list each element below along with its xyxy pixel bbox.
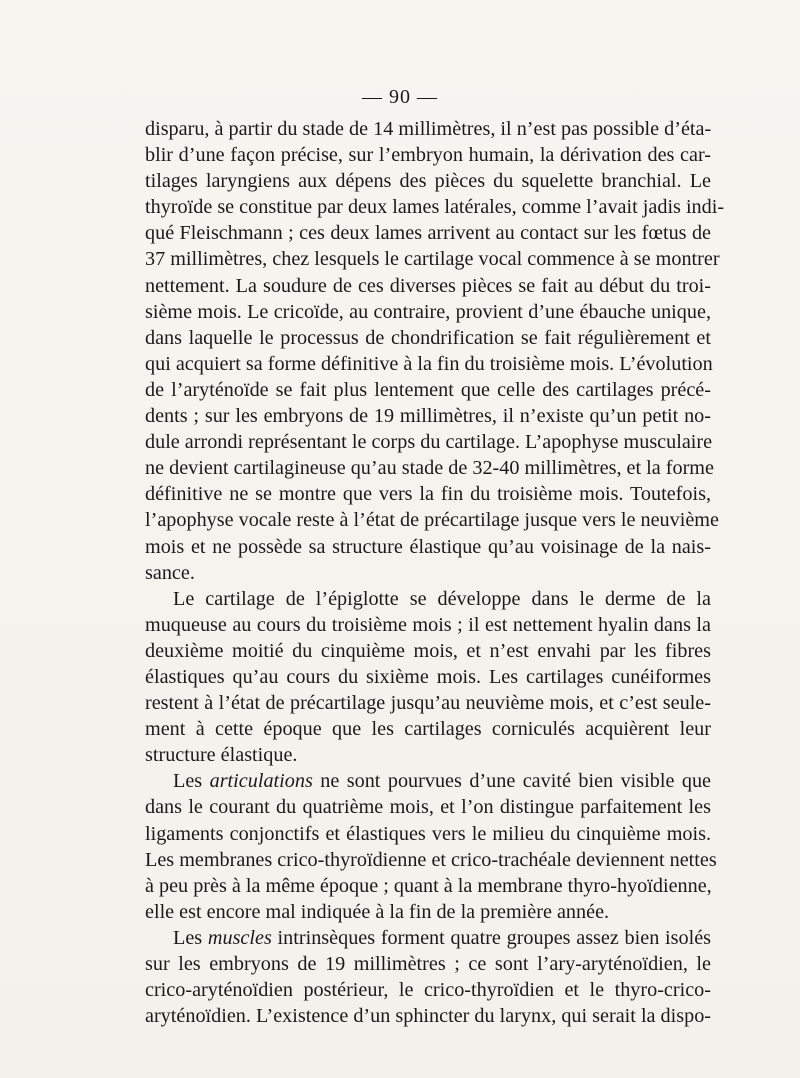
text-line: de l’aryténoïde se fait plus lentement que celle des cartilages précé-: [145, 378, 711, 401]
text-line: ligaments conjonctifs et élastiques vers le milieu du cinquième mois.: [145, 822, 711, 845]
body-text: [145, 116, 725, 1029]
paragraph-4: [145, 925, 711, 1029]
text-line: Les membranes crico-thyroïdienne et crico-trachéale deviennent nettes: [145, 848, 717, 871]
text-line: à peu près à la même époque ; quant à la membrane thyro-hyoïdienne,: [145, 874, 712, 897]
text-line: tilages laryngiens aux dépens des pièces du squelette branchial. Le: [145, 170, 711, 193]
paragraph-3: [145, 768, 717, 925]
text-line: mois et ne possède sa structure élastique qu’au voisinage de la nais-: [145, 535, 711, 558]
text-line: élastiques qu’au cours du sixième mois. Les cartilages cunéiformes: [145, 665, 711, 688]
italic-term: muscles: [207, 926, 272, 949]
text-line: sur les embryons de 19 millimètres ; ce sont l’ary-aryténoïdien, le: [145, 953, 711, 975]
text-line: dans laquelle le processus de chondrification se fait régulièrement et: [145, 326, 711, 349]
text-line: thyroïde se constitue par deux lames latérales, comme l’avait jadis indi-: [145, 196, 725, 219]
text-line: sième mois. Le cricoïde, au contraire, provient d’une ébauche unique,: [145, 300, 711, 323]
page-number: — 90 —: [362, 86, 438, 108]
text-line: qué Fleischmann ; ces deux lames arrivent au contact sur les fœtus de: [145, 222, 711, 245]
text-line: 37 millimètres, chez lesquels le cartilage vocal commence à se montrer: [145, 248, 720, 271]
text-line: définitive ne se montre que vers la fin du troisième mois. Toutefois,: [145, 483, 711, 506]
text-line: qui acquiert sa forme définitive à la fin du troisième mois. L’évolution: [145, 352, 713, 375]
paragraph-1: [145, 116, 725, 586]
text-line: dule arrondi représentant le corps du cartilage. L’apophyse musculaire: [145, 431, 713, 454]
text-line: ment à cette époque que les cartilages corniculés acquièrent leur: [145, 718, 711, 741]
text-run: intrinsèques forment quatre groupes assez bien isolés: [277, 926, 712, 949]
text-line: Le cartilage de l’épiglotte se développe dans le derme de la: [173, 587, 711, 610]
text-line: sance.: [145, 561, 195, 584]
text-run: Les: [173, 926, 203, 949]
text-run: ne sont pourvues d’une cavité bien visible que: [320, 770, 712, 793]
text-line: disparu, à partir du stade de 14 millimètres, il n’est pas possible d’éta-: [145, 118, 712, 140]
text-line: l’apophyse vocale reste à l’état de précartilage jusque vers le neuvième: [145, 509, 719, 532]
text-line: [145, 768, 711, 794]
text-line: dans le courant du quatrième mois, et l’on distingue parfaitement les: [145, 796, 711, 819]
text-line: restent à l’état de précartilage jusqu’au neuvième mois, et c’est seule-: [145, 692, 711, 715]
text-line: elle est encore mal indiquée à la fin de la première année.: [145, 900, 610, 923]
text-line: muqueuse au cours du troisième mois ; il est nettement hyalin dans la: [145, 613, 711, 636]
text-line: ne devient cartilagineuse qu’au stade de 32-40 millimètres, et la forme: [145, 457, 714, 480]
text-line: crico-aryténoïdien postérieur, le crico-thyroïdien et le thyro-crico-: [145, 979, 711, 1002]
text-run: Les: [173, 770, 203, 793]
text-line: blir d’une façon précise, sur l’embryon humain, la dérivation des car-: [145, 144, 711, 167]
text-line: [145, 925, 711, 951]
paragraph-2: [145, 586, 711, 769]
italic-term: articulations: [209, 770, 313, 793]
text-line: dents ; sur les embryons de 19 millimètres, il n’existe qu’un petit no-: [145, 405, 711, 428]
text-line: structure élastique.: [145, 744, 298, 767]
text-line: deuxième moitié du cinquième mois, et n’est envahi par les fibres: [145, 639, 711, 662]
text-line: aryténoïdien. L’existence d’un sphincter du larynx, qui serait la dispo-: [145, 1005, 712, 1028]
text-line: nettement. La soudure de ces diverses pièces se fait au début du troi-: [145, 274, 711, 297]
